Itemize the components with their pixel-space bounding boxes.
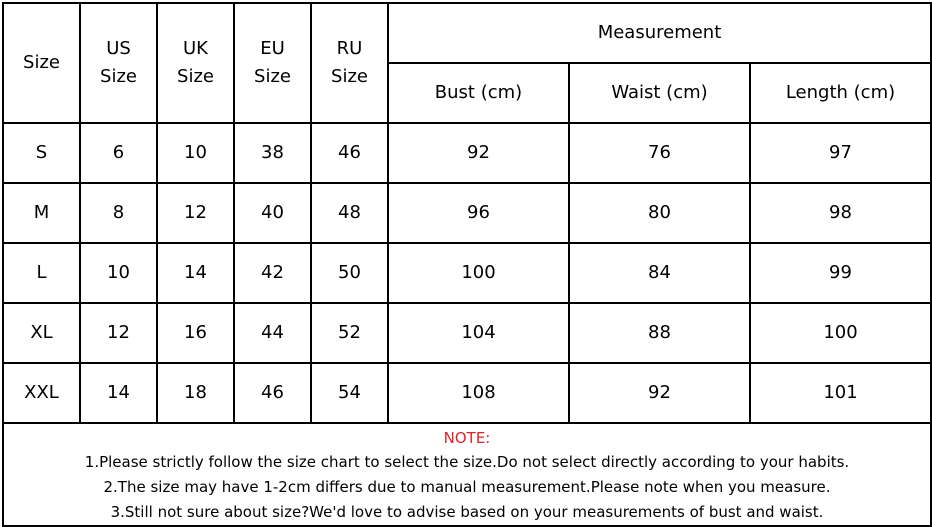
- table-row: [3, 303, 931, 363]
- eu-size-header: [234, 3, 311, 123]
- ru-size-cell: 46: [311, 123, 388, 183]
- uk-size-cell: 16: [157, 303, 234, 363]
- note-cell: [3, 423, 931, 526]
- measurement-header: Measurement: [388, 3, 931, 63]
- us-size-header-line1: US: [106, 38, 131, 59]
- ru-size-cell: 54: [311, 363, 388, 423]
- length-header: Length (cm): [750, 63, 931, 123]
- size-cell: M: [3, 183, 80, 243]
- waist-cell: 84: [569, 243, 750, 303]
- table-row: [3, 363, 931, 423]
- waist-cell: 76: [569, 123, 750, 183]
- note-line-2: 2.The size may have 1-2cm differs due to manual measurement.Please note when you measure.: [103, 478, 831, 496]
- uk-size-cell: 18: [157, 363, 234, 423]
- uk-size-cell: 10: [157, 123, 234, 183]
- table-row: [3, 183, 931, 243]
- uk-size-cell: 12: [157, 183, 234, 243]
- note-title: NOTE:: [443, 429, 491, 447]
- length-cell: 101: [750, 363, 931, 423]
- us-size-cell: 14: [80, 363, 157, 423]
- size-cell: L: [3, 243, 80, 303]
- table-row: [3, 123, 931, 183]
- ru-size-cell: 48: [311, 183, 388, 243]
- table-row: [3, 243, 931, 303]
- bust-cell: 92: [388, 123, 569, 183]
- uk-size-header-line2: Size: [177, 66, 214, 87]
- us-size-header-line2: Size: [100, 66, 137, 87]
- eu-size-header-line2: Size: [254, 66, 291, 87]
- bust-cell: 108: [388, 363, 569, 423]
- uk-size-cell: 14: [157, 243, 234, 303]
- bust-header: Bust (cm): [388, 63, 569, 123]
- eu-size-cell: 38: [234, 123, 311, 183]
- eu-size-cell: 46: [234, 363, 311, 423]
- us-size-cell: 8: [80, 183, 157, 243]
- ru-size-header-line2: Size: [331, 66, 368, 87]
- waist-cell: 88: [569, 303, 750, 363]
- us-size-cell: 12: [80, 303, 157, 363]
- us-size-cell: 10: [80, 243, 157, 303]
- length-cell: 99: [750, 243, 931, 303]
- ru-size-cell: 50: [311, 243, 388, 303]
- length-cell: 98: [750, 183, 931, 243]
- us-size-cell: 6: [80, 123, 157, 183]
- eu-size-header-line1: EU: [260, 38, 285, 59]
- waist-cell: 80: [569, 183, 750, 243]
- size-chart-table: [2, 2, 932, 527]
- eu-size-cell: 42: [234, 243, 311, 303]
- waist-cell: 92: [569, 363, 750, 423]
- uk-size-header: [157, 3, 234, 123]
- length-cell: 97: [750, 123, 931, 183]
- ru-size-cell: 52: [311, 303, 388, 363]
- length-cell: 100: [750, 303, 931, 363]
- ru-size-header-line1: RU: [336, 38, 363, 59]
- size-cell: XL: [3, 303, 80, 363]
- header-row-top: [3, 3, 931, 63]
- us-size-header: [80, 3, 157, 123]
- note-line-1: 1.Please strictly follow the size chart to select the size.Do not select directly according to your habits.: [84, 453, 850, 471]
- ru-size-header: [311, 3, 388, 123]
- bust-cell: 96: [388, 183, 569, 243]
- size-header: Size: [3, 3, 80, 123]
- size-cell: S: [3, 123, 80, 183]
- uk-size-header-line1: UK: [183, 38, 208, 59]
- size-cell: XXL: [3, 363, 80, 423]
- eu-size-cell: 44: [234, 303, 311, 363]
- note-row: [3, 423, 931, 526]
- waist-header: Waist (cm): [569, 63, 750, 123]
- bust-cell: 100: [388, 243, 569, 303]
- note-line-3: 3.Still not sure about size?We'd love to advise based on your measurements of bust and waist.: [110, 503, 824, 521]
- eu-size-cell: 40: [234, 183, 311, 243]
- bust-cell: 104: [388, 303, 569, 363]
